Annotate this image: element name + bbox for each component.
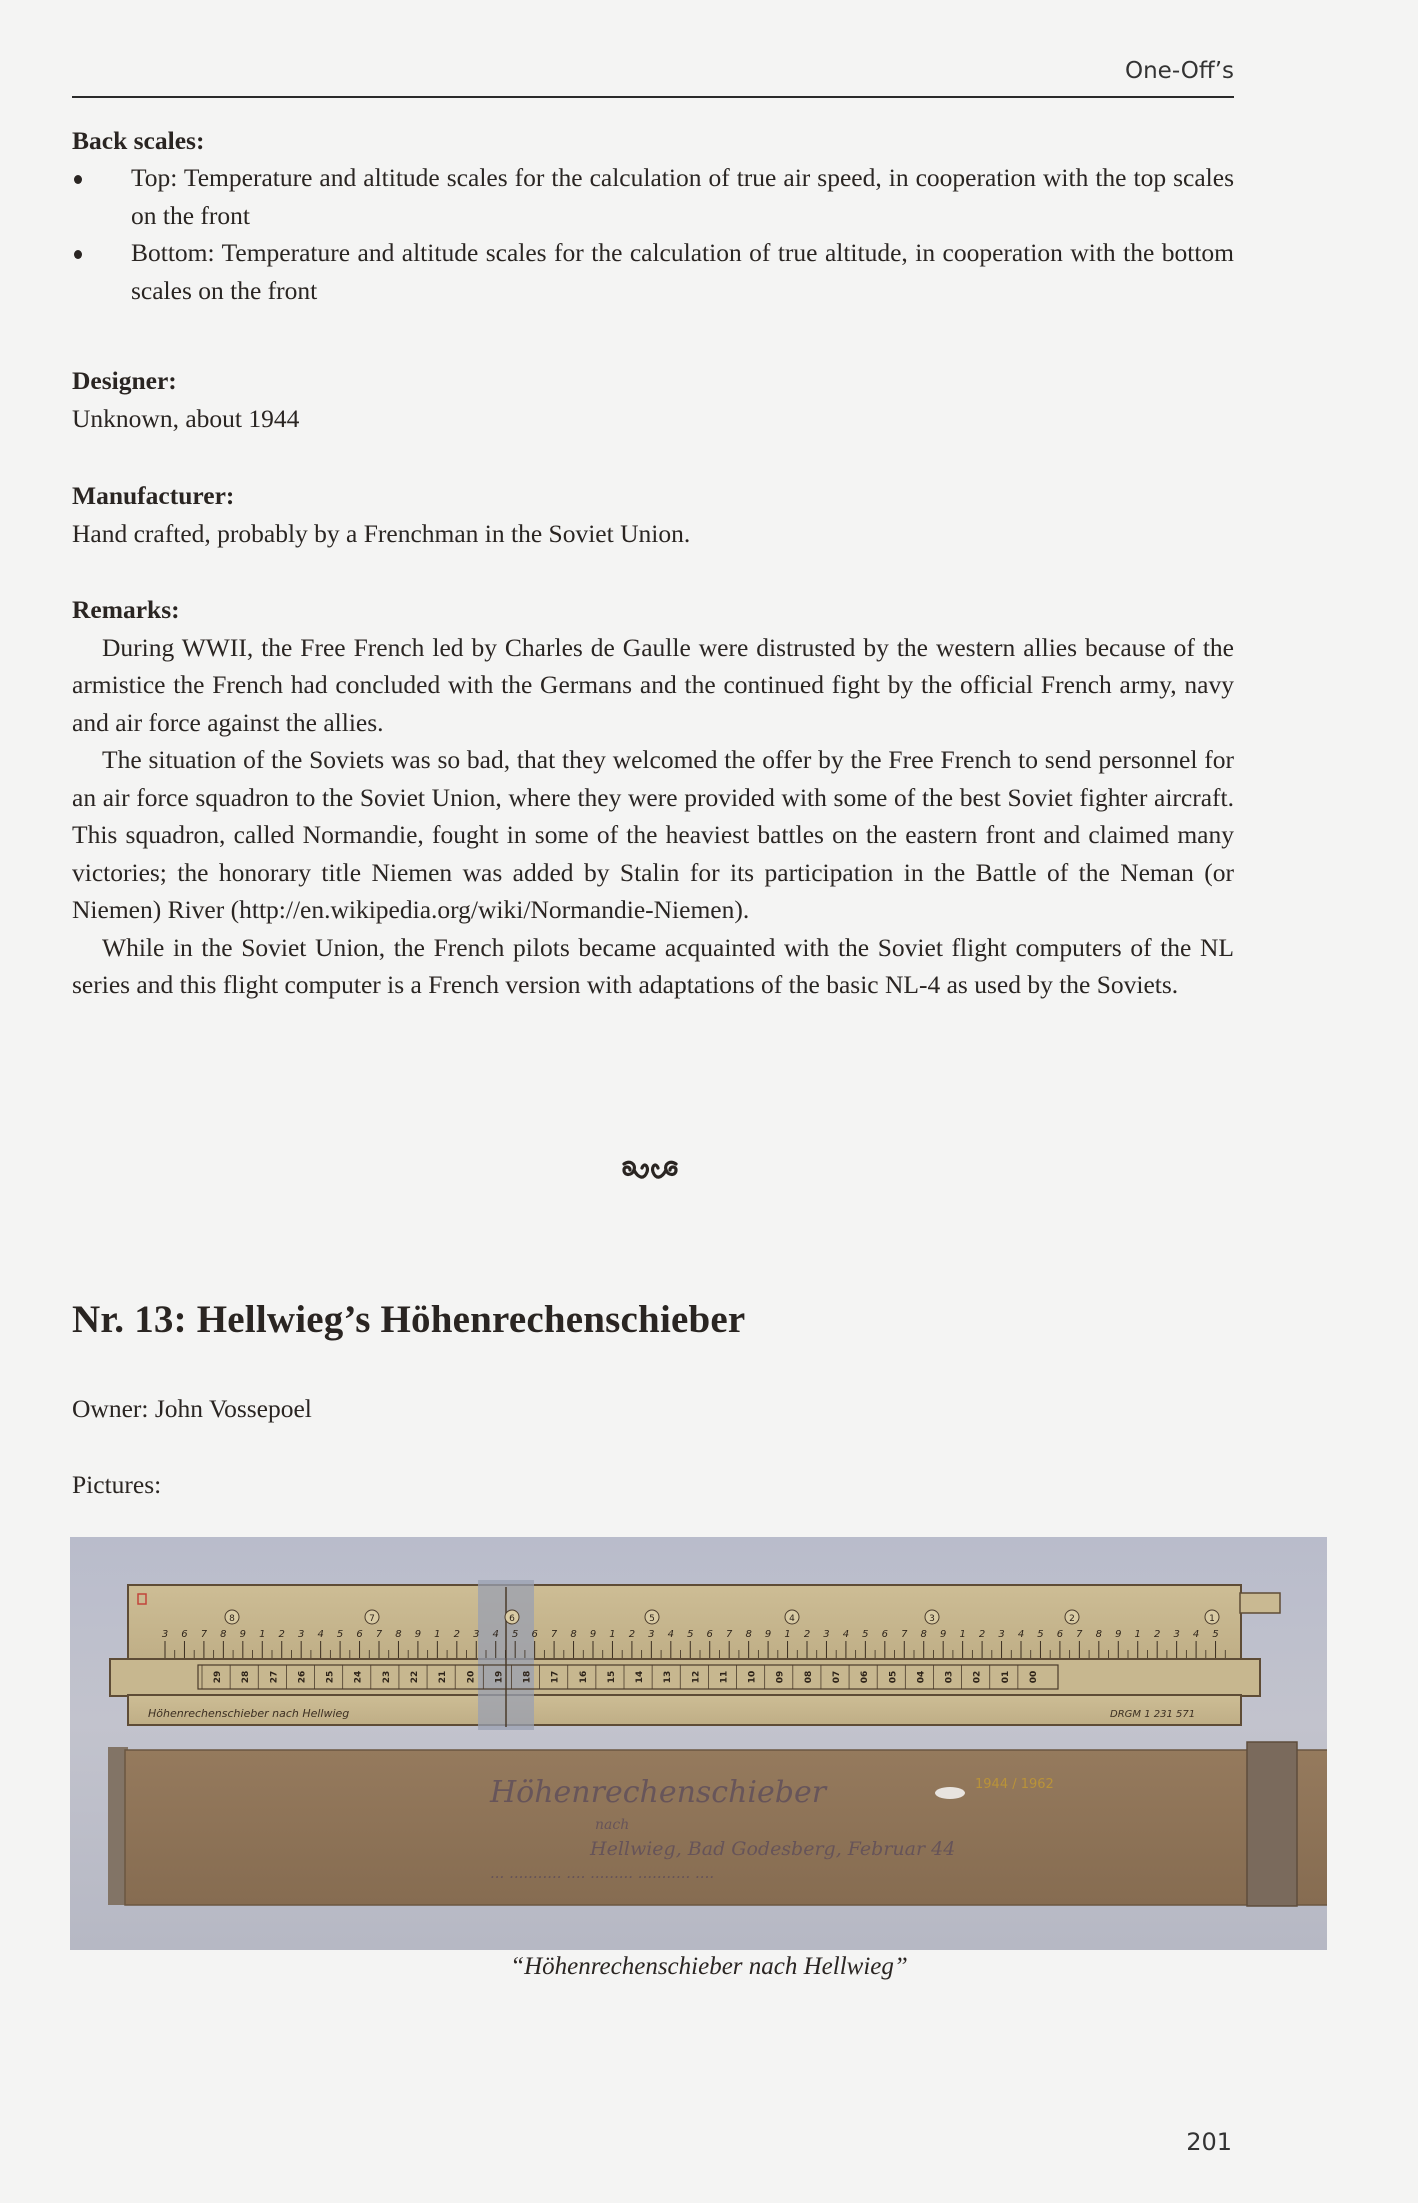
- scale-digit: 3: [1173, 1629, 1180, 1640]
- scale-digit: 3: [998, 1629, 1005, 1640]
- slide-rule-back: [108, 1740, 1327, 1906]
- scale-digit: 4: [317, 1629, 324, 1640]
- designer-value: Unknown, about 1944: [72, 403, 300, 433]
- slide-rule-photo: [70, 1537, 1327, 1950]
- scale-digit: 1: [259, 1629, 266, 1640]
- slide-number: 03: [944, 1670, 955, 1684]
- slide-number: 18: [522, 1670, 533, 1684]
- back-end-cap-right: [1247, 1742, 1297, 1906]
- scale-digit: 4: [1017, 1629, 1025, 1640]
- scale-digit: 3: [297, 1629, 305, 1640]
- back-scales-item-bottom: [72, 234, 1234, 309]
- page-number: 201: [1186, 2128, 1232, 2156]
- manufacturer-label: Manufacturer:: [72, 481, 235, 510]
- scale-digit: 7: [375, 1629, 383, 1640]
- back-scales-item-top: [72, 159, 1234, 234]
- scale-digit: 3: [648, 1629, 655, 1640]
- slide-number: 20: [466, 1670, 477, 1684]
- circled-mark: [225, 1610, 239, 1624]
- scale-digit: 9: [1115, 1629, 1122, 1640]
- slide-number: 12: [691, 1670, 702, 1684]
- scale-digit: 1: [784, 1629, 791, 1640]
- scale-digit: 7: [550, 1629, 558, 1640]
- remarks-label: Remarks:: [72, 595, 180, 624]
- slide-number: 02: [972, 1670, 983, 1684]
- circled-mark: [645, 1610, 659, 1624]
- circled-mark: [785, 1610, 799, 1624]
- scale-digit: 6: [181, 1629, 188, 1640]
- back-handwriting-line1: Höhenrechenschieber: [490, 1775, 827, 1810]
- page-header: [72, 54, 1234, 98]
- slide-number: 24: [353, 1670, 364, 1684]
- svg-text:8: 8: [229, 1614, 235, 1624]
- scale-digit: 5: [1212, 1629, 1219, 1640]
- slide-number: 21: [438, 1670, 449, 1684]
- scale-digit: 6: [531, 1629, 538, 1640]
- scale-digit: 8: [220, 1629, 227, 1640]
- scale-digit: 2: [978, 1629, 986, 1640]
- scale-digit: 2: [1153, 1629, 1161, 1640]
- owner-value: John Vossepoel: [154, 1394, 312, 1423]
- slide-number: 29: [213, 1670, 224, 1684]
- scale-digit: 6: [881, 1629, 889, 1640]
- circled-mark: [1205, 1610, 1219, 1624]
- scale-digit: 3: [823, 1629, 830, 1640]
- back-handwriting-line3: Hellwieg, Bad Godesberg, Februar 44: [590, 1838, 956, 1860]
- designer-label: Designer:: [72, 366, 177, 395]
- scale-digit: 8: [1095, 1629, 1103, 1640]
- back-date: 1944 / 1962: [975, 1777, 1054, 1792]
- back-handwriting-line4: ··· ··········· ···· ········· ··········· ····: [490, 1868, 715, 1886]
- slide-number: 04: [916, 1670, 927, 1684]
- bullet-icon: [74, 250, 82, 259]
- slide-number: 10: [747, 1670, 758, 1684]
- remarks-section: [72, 591, 1234, 1004]
- slide-number: 19: [494, 1670, 505, 1684]
- circled-mark: [1065, 1610, 1079, 1624]
- back-scales-section: [72, 123, 1234, 309]
- scale-digit: 4: [492, 1629, 499, 1640]
- scale-digit: 9: [589, 1629, 597, 1640]
- slide-rule-illustration: [70, 1537, 1327, 1950]
- scale-digit: 2: [628, 1629, 636, 1640]
- scale-digit: 5: [862, 1629, 869, 1640]
- owner-label: Owner:: [72, 1394, 149, 1423]
- running-title: One-Off’s: [1124, 58, 1234, 84]
- scale-digit: 9: [414, 1629, 422, 1640]
- back-scales-list: [72, 159, 1234, 309]
- scale-digit: 7: [200, 1629, 208, 1640]
- scale-digit: 1: [609, 1629, 616, 1640]
- slide-number: 13: [663, 1670, 674, 1684]
- scale-digit: 8: [395, 1629, 402, 1640]
- scale-digit: 2: [278, 1629, 285, 1640]
- scale-digit: 7: [1076, 1629, 1083, 1640]
- slide-number: 01: [1000, 1670, 1011, 1684]
- scale-digit: 2: [803, 1629, 811, 1640]
- manufacturer-section: [72, 477, 1234, 552]
- slide-number: 28: [241, 1670, 252, 1684]
- scale-digit: 8: [920, 1629, 927, 1640]
- section-title: Nr. 13: Hellwieg’s Höhenrechenschieber: [72, 1298, 746, 1341]
- back-stock: [125, 1750, 1327, 1905]
- circled-mark: [365, 1610, 379, 1624]
- slide-number: 17: [550, 1670, 561, 1684]
- scale-digit: 6: [356, 1629, 363, 1640]
- remarks-paragraph: The situation of the Soviets was so bad, that they welcomed the offer by the Free French to send personnel for an air force squadron to the Soviet Union, where they were provided with some of the best Soviet fighter aircraft. This squadron, called Normandie, fought in some of the heaviest battles on the eastern front and claimed many victories; the honorary title Niemen was added by Stalin for its participation in the Battle of the Neman (or Niemen) River (http://en.wikipedia.org/wiki/Normandie-Niemen).: [72, 745, 1234, 924]
- svg-text:5: 5: [649, 1614, 655, 1624]
- remarks-paragraph: While in the Soviet Union, the French pilots became acquainted with the Soviet flight computers of the NL series and this flight computer is a French version with adaptations of the basic NL-4 as used by the Soviets.: [72, 932, 1234, 999]
- svg-text:6: 6: [509, 1614, 515, 1624]
- scale-digit: 5: [511, 1629, 519, 1640]
- circled-mark: [925, 1610, 939, 1624]
- scale-digit: 4: [842, 1629, 850, 1640]
- svg-text:1: 1: [1209, 1614, 1215, 1624]
- pictures-label: Pictures:: [72, 1470, 162, 1499]
- svg-text:2: 2: [1069, 1614, 1075, 1624]
- scale-digit: 1: [434, 1629, 441, 1640]
- scale-digit: 4: [1192, 1629, 1200, 1640]
- bullet-icon: [74, 175, 82, 184]
- slide-number: 05: [888, 1670, 899, 1684]
- manufacturer-value: Hand crafted, probably by a Frenchman in the Soviet Union.: [72, 518, 691, 548]
- slide-number: 25: [325, 1670, 336, 1684]
- scale-digit: 7: [901, 1629, 908, 1640]
- scale-digit: 1: [1134, 1629, 1141, 1640]
- back-scales-label: Back scales:: [72, 126, 205, 155]
- scale-digit: 3: [473, 1629, 480, 1640]
- scale-digits: [162, 1629, 1219, 1640]
- floral-ornament-icon: [620, 1158, 680, 1184]
- back-scales-item-text: Bottom: Temperature and altitude scales for the calculation of true altitude, in cooperation with the bottom scales on the front: [131, 238, 1234, 305]
- back-handwriting-line2: nach: [595, 1817, 630, 1833]
- remarks-paragraph: During WWII, the Free French led by Charles de Gaulle were distrusted by the western allies because of the armistice the French had concluded with the Germans and the continued fight by the official French army, navy and air force against the allies.: [72, 632, 1234, 737]
- owner-line: [72, 1390, 1234, 1428]
- paint-chip: [935, 1787, 965, 1799]
- scale-digit: 6: [706, 1629, 713, 1640]
- svg-text:7: 7: [369, 1614, 375, 1624]
- scale-digit: 3: [161, 1629, 169, 1640]
- slide-number: 26: [297, 1670, 308, 1684]
- slide-number: 15: [606, 1670, 617, 1684]
- scale-digit: 6: [1056, 1629, 1064, 1640]
- scale-digit: 8: [745, 1629, 752, 1640]
- slide-number: 07: [832, 1670, 842, 1684]
- designer-section: [72, 362, 1234, 437]
- circled-mark: [505, 1610, 519, 1624]
- front-imprint-left: Höhenrechenschieber nach Hellwieg: [148, 1707, 350, 1720]
- slide-number: 23: [381, 1670, 392, 1684]
- slide-number: 00: [1028, 1670, 1039, 1684]
- svg-text:3: 3: [929, 1614, 935, 1624]
- figure-caption: “Höhenrechenschieber nach Hellwieg”: [510, 1953, 908, 1980]
- slide-number: 08: [803, 1670, 814, 1684]
- slide-number: 06: [860, 1670, 871, 1684]
- slide-number: 16: [578, 1670, 589, 1684]
- scale-digit: 5: [336, 1629, 344, 1640]
- slide-number: 11: [719, 1670, 730, 1684]
- scale-digit: 9: [939, 1629, 947, 1640]
- slide-end-tab: [1240, 1593, 1280, 1613]
- scale-digit: 9: [239, 1629, 247, 1640]
- slide-number: 27: [269, 1670, 280, 1684]
- scale-digit: 1: [959, 1629, 966, 1640]
- slide-number: 22: [410, 1670, 420, 1684]
- scale-digit: 2: [453, 1629, 461, 1640]
- slide-number: 09: [775, 1670, 786, 1684]
- scale-digit: 9: [764, 1629, 772, 1640]
- scale-digit: 8: [570, 1629, 577, 1640]
- scale-digit: 5: [687, 1629, 694, 1640]
- pictures-line: [72, 1466, 1234, 1504]
- back-scales-item-text: Top: Temperature and altitude scales for the calculation of true air speed, in cooperation with the top scales on the front: [131, 163, 1234, 230]
- slide-rule-front: [110, 1580, 1280, 1730]
- scale-digit: 5: [1037, 1629, 1044, 1640]
- slide-number: 14: [635, 1670, 646, 1684]
- front-imprint-right: DRGM 1 231 571: [1110, 1709, 1196, 1720]
- scale-digit: 7: [725, 1629, 733, 1640]
- svg-text:4: 4: [789, 1614, 795, 1624]
- scale-digit: 4: [667, 1629, 675, 1640]
